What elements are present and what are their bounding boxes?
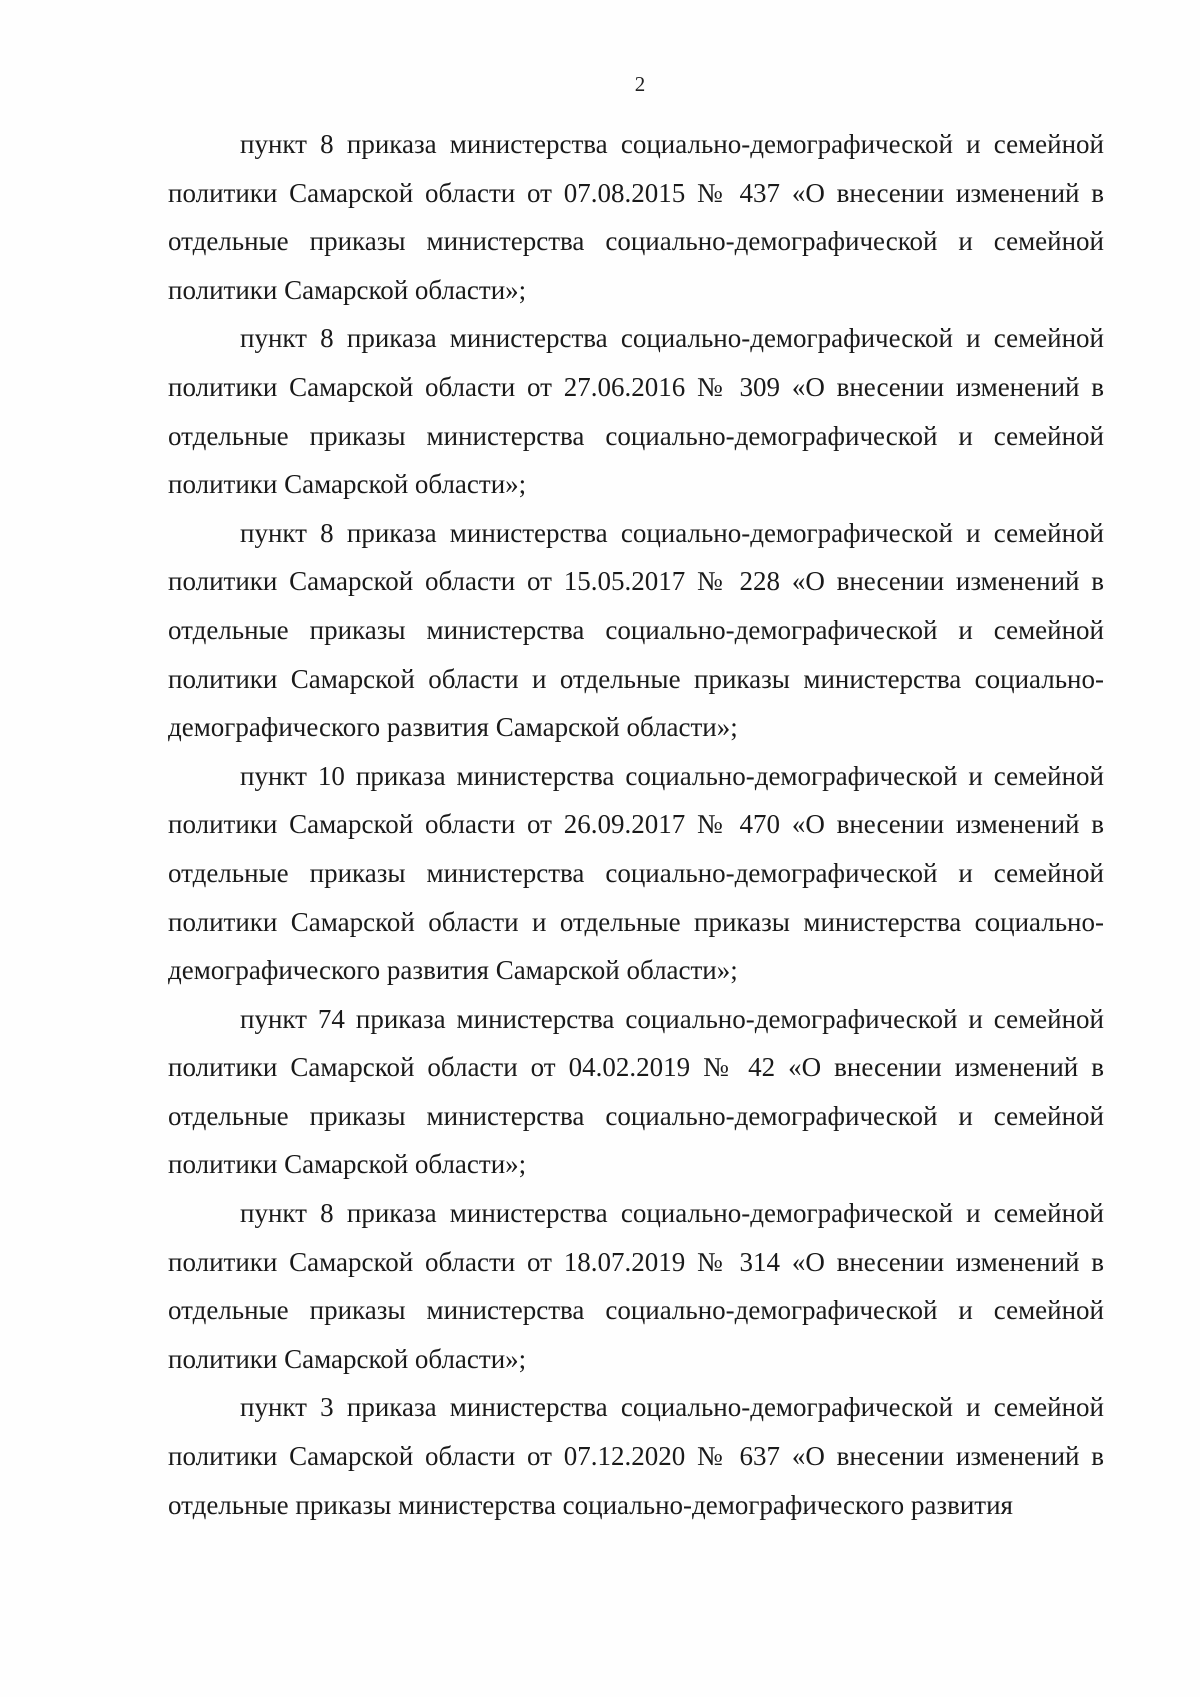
document-body <box>168 120 1104 1529</box>
clause-item: пункт 8 приказа министерства социально-демографической и семейной политики Самарской области от 18.07.2019 № 314 «О внесении изменений в отдельные приказы министерства социально-демографической и семейной политики Самарской области»; <box>168 1198 1104 1374</box>
clause-item: пункт 10 приказа министерства социально-демографической и семейной политики Самарской области от 26.09.2017 № 470 «О внесении изменений в отдельные приказы министерства социально-демографической и семейной политики Самарской области и отдельные приказы министерства социально-демографического развития Самарской области»; <box>168 760 1104 986</box>
clause-item: пункт 8 приказа министерства социально-демографической и семейной политики Самарской области от 07.08.2015 № 437 «О внесении изменений в отдельные приказы министерства социально-демографической и семейной политики Самарской области»; <box>168 129 1104 305</box>
clause-item: пункт 8 приказа министерства социально-демографической и семейной политики Самарской области от 15.05.2017 № 228 «О внесении изменений в отдельные приказы министерства социально-демографической и семейной политики Самарской области и отдельные приказы министерства социально-демографического развития Самарской области»; <box>168 517 1104 743</box>
clause-item: пункт 8 приказа министерства социально-демографической и семейной политики Самарской области от 27.06.2016 № 309 «О внесении изменений в отдельные приказы министерства социально-демографической и семейной политики Самарской области»; <box>168 323 1104 500</box>
clause-item: пункт 3 приказа министерства социально-демографической и семейной политики Самарской области от 07.12.2020 № 637 «О внесении изменений в отдельные приказы министерства социально-демографического развития <box>168 1392 1104 1520</box>
clause-item: пункт 74 приказа министерства социально-демографической и семейной политики Самарской области от 04.02.2019 № 42 «О внесении изменений в отдельные приказы министерства социально-демографической и семейной политики Самарской области»; <box>168 1003 1104 1180</box>
page-number: 2 <box>634 72 646 96</box>
